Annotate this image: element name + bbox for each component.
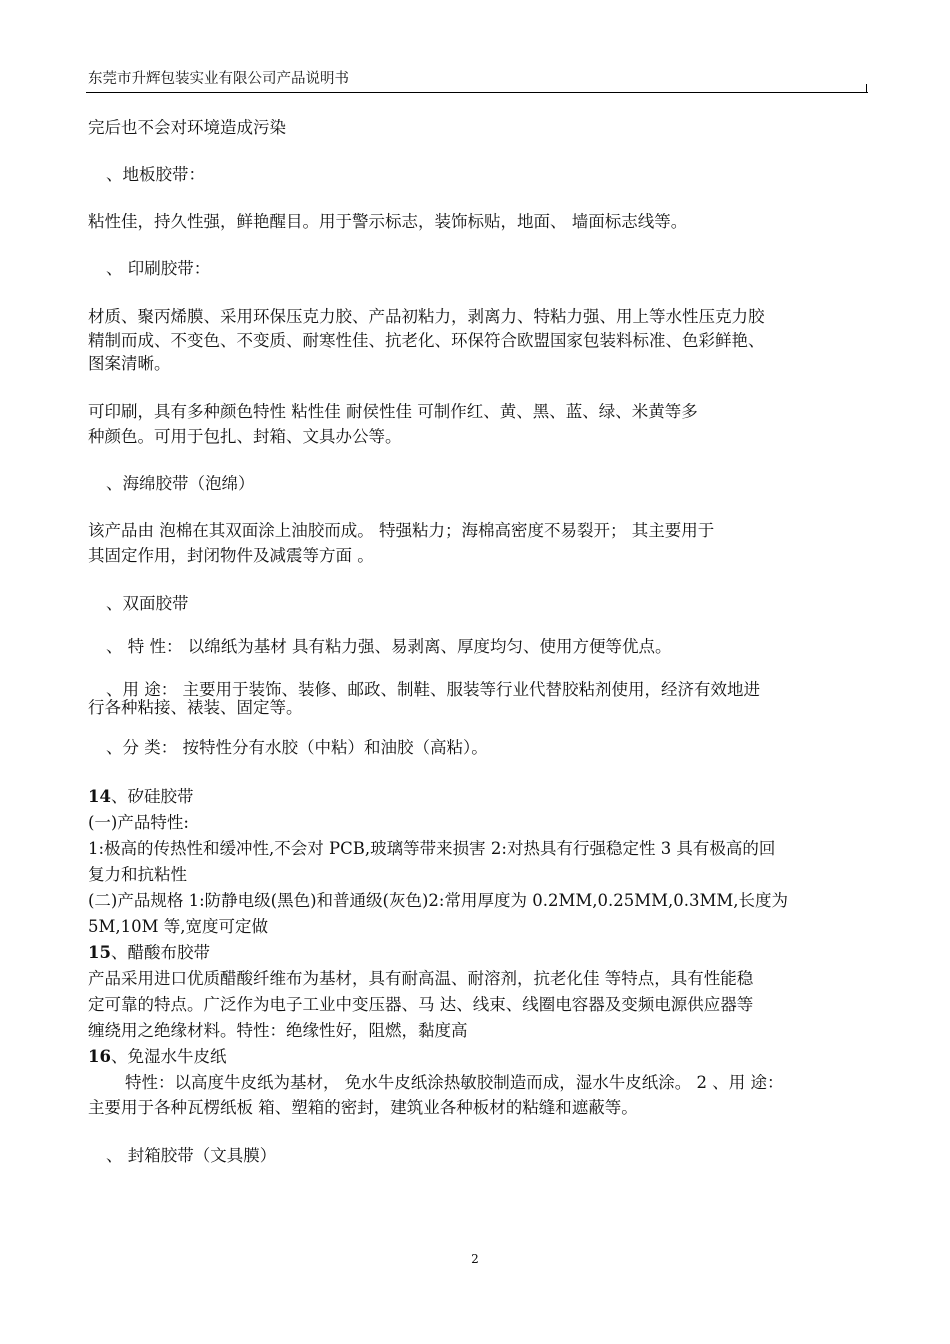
paragraph-line: 5M,10M 等,宽度可定做 [88,917,269,936]
section-heading-printed-tape: 、 印刷胶带： [106,259,211,278]
paragraph-line: 图案清晰。 [88,354,171,373]
section-heading-text: 、免湿水牛皮纸 [110,1047,227,1066]
paragraph-line: 复力和抗粘性 [88,865,187,884]
paragraph-line: 缠绕用之绝缘材料。特性：绝缘性好，阻燃，黏度高 [88,1021,468,1040]
paragraph-line: 1:极高的传热性和缓冲性,不会对 PCB,玻璃等带来损害 2:对热具有行强稳定性 3 具有极高的回 [88,839,776,858]
paragraph-line: 定可靠的特点。广泛作为电子工业中变压器、马 达、线束、线圈电容器及变频电源供应器等 [88,995,754,1014]
paragraph-line: 、用 途： 主要用于装饰、装修、邮政、制鞋、服装等行业代替胶粘剂使用，经济有效地进 [106,680,760,699]
section-heading-text: 、醋酸布胶带 [110,943,210,962]
paragraph-line: 种颜色。可用于包扎、封箱、文具办公等。 [88,427,402,446]
paragraph-line: 、 特 性： 以绵纸为基材 具有粘力强、易剥离、厚度均匀、使用方便等优点。 [106,637,672,656]
section-number: 15 [88,943,111,962]
paragraph-line: 可印刷，具有多种颜色特性 粘性佳 耐侯性佳 可制作红、黄、黑、蓝、绿、米黄等多 [88,402,698,421]
paragraph-line: 精制而成、不变色、不变质、耐寒性佳、抗老化、环保符合欧盟国家包装料标准、色彩鲜艳、 [88,331,765,350]
section-heading-floor-tape: 、地板胶带： [106,165,205,184]
header-rule [86,92,868,93]
paragraph-line: (二)产品规格 1:防静电级(黑色)和普通级(灰色)2:常用厚度为 0.2MM,0.25MM,0.3MM,长度为 [88,891,789,910]
page-number: 2 [471,1252,479,1266]
section-heading-sealing-tape: 、 封箱胶带（文具膜） [106,1146,277,1165]
paragraph-line: 行各种粘接、裱装、固定等。 [88,698,303,717]
section-heading-text: 、矽硅胶带 [110,787,194,806]
paragraph-line: 该产品由 泡棉在其双面涂上油胶而成。 特强粘力；海棉高密度不易裂开； 其主要用于 [88,521,715,540]
paragraph-line: 主要用于各种瓦楞纸板 箱、塑箱的密封，建筑业各种板材的粘缝和遮蔽等。 [88,1098,638,1117]
section-number: 14 [88,787,111,806]
section-heading-kraft-paper [88,1046,226,1068]
section-heading-silicone-tape [88,786,193,808]
paragraph-line: 其固定作用，封闭物件及减震等方面 。 [88,546,374,565]
paragraph-line: 粘性佳，持久性强，鲜艳醒目。用于警示标志，装饰标贴，地面、 墙面标志线等。 [88,212,688,231]
paragraph-line: 材质、聚丙烯膜、采用环保压克力胶、产品初粘力，剥离力、特粘力强、用上等水性压克力胶 [88,307,765,326]
section-heading-acetate-tape [88,942,210,964]
paragraph-line: 完后也不会对环境造成污染 [88,118,286,137]
section-heading-double-sided-tape: 、双面胶带 [106,594,189,613]
paragraph-line: 产品采用进口优质醋酸纤维布为基材，具有耐高温、耐溶剂，抗老化佳 等特点，具有性能稳 [88,969,754,988]
page-header-title: 东莞市升辉包装实业有限公司产品说明书 [88,71,349,87]
paragraph-line: 特性：以高度牛皮纸为基材， 免水牛皮纸涂热敏胶制造而成，湿水牛皮纸涂。 2 、用 途： [125,1073,784,1092]
section-number: 16 [88,1047,111,1066]
paragraph-line: (一)产品特性: [88,813,189,832]
section-heading-sponge-tape: 、海绵胶带（泡绵） [106,474,255,493]
paragraph-line: 、分 类： 按特性分有水胶（中粘）和油胶（高粘）。 [106,738,488,757]
